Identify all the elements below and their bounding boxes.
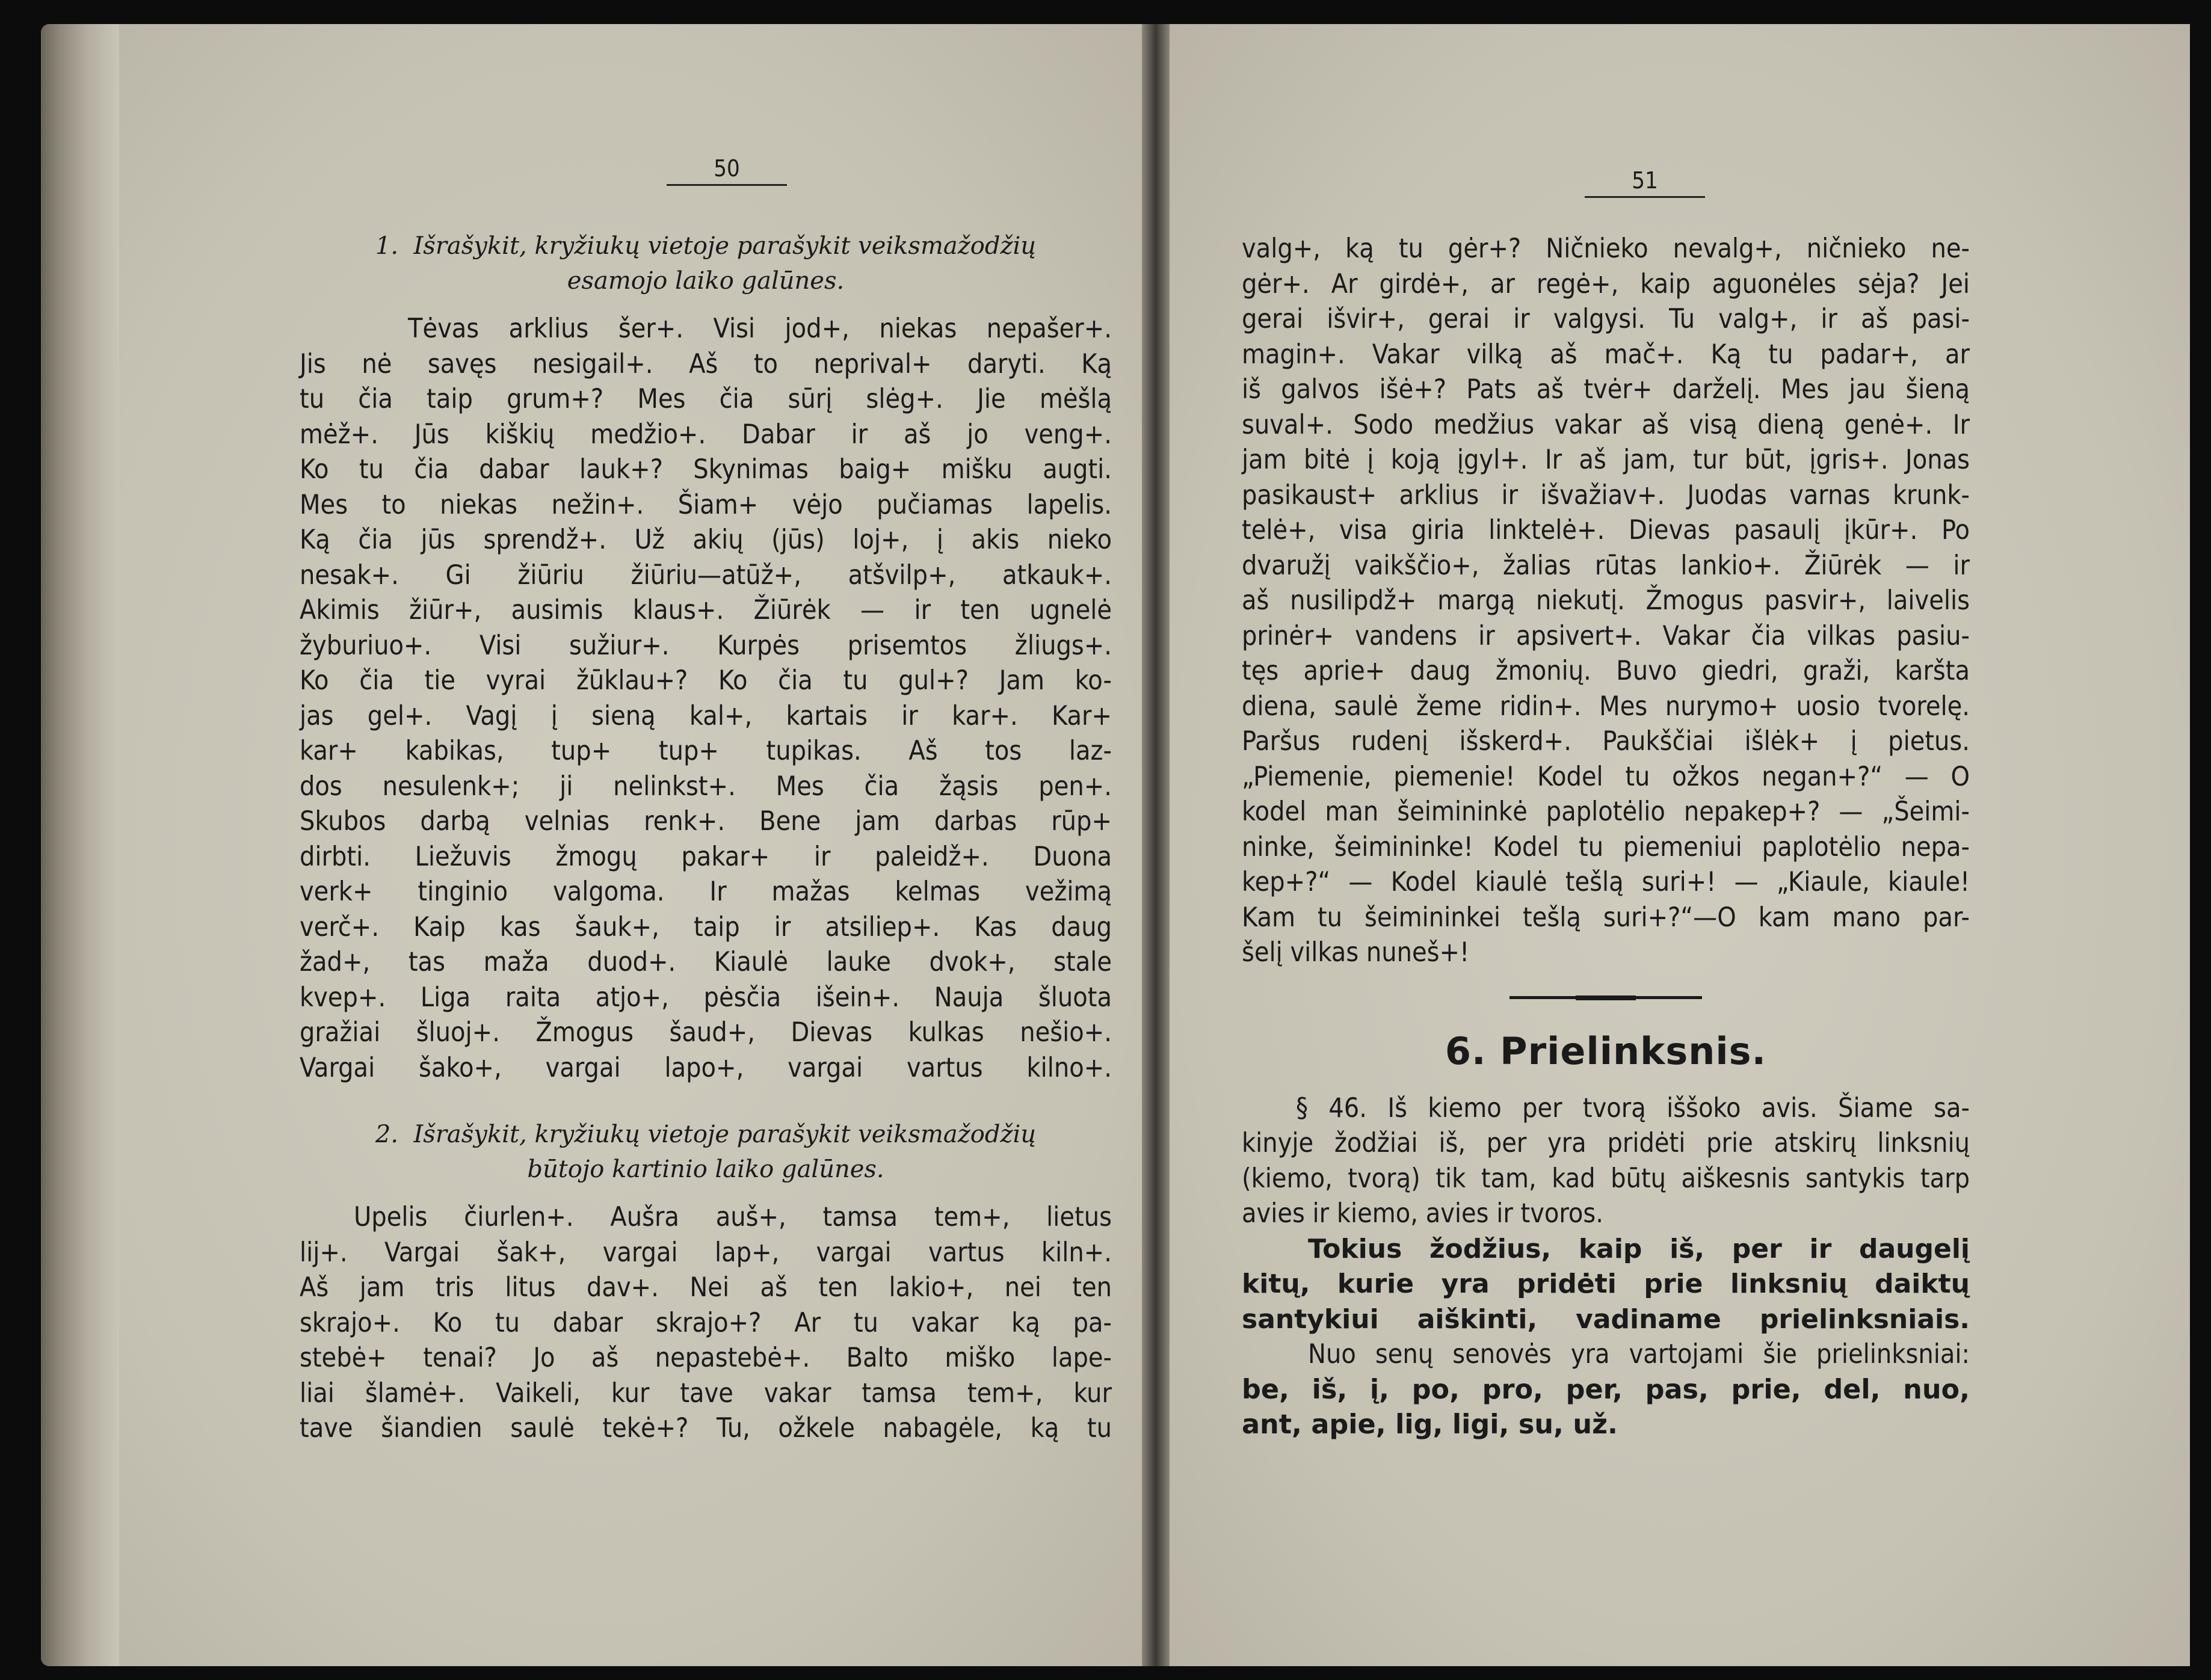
page-number-51: 51: [1585, 167, 1705, 198]
page-number-50: 50: [667, 155, 787, 186]
exercise-2-text: Upelis čiurlen+. Aušra auš+, tamsa tem+, lietus lij+. Vargai šak+, vargai lap+, vargai vartus kiln+. Aš jam tris litus dav+. Nei aš ten lakio+, nei ten skrajo+. Ko tu dabar skrajo+? Ar tu vakar ką pa- stebė+ tenai? Jo aš nepastebė+. Balto miško lape- liai šlamė+. Vaikeli, kur tave vakar tamsa tem+, kur tave šiandien saulė tekė+? Tu, ožkele nabagėle, ką tu: [300, 1202, 1112, 1444]
section-heading: 6. Prielinksnis.: [1445, 1029, 1767, 1073]
section-46-paragraph: § 46. Iš kiemo per tvorą iššoko avis. Šiame sa- kinyje žodžiai iš, per yra pridėti prie atskirų linksnių (kiemo, tvorą) tik tam, kad būtų aiškesnis santykis tarp avies ir kiemo, avies ir tvoros.: [1242, 1092, 1970, 1229]
left-page: [41, 24, 1142, 1666]
page-edge-shadow: [41, 24, 119, 1666]
right-column: [1242, 232, 1970, 1443]
section-divider: [1509, 996, 1702, 999]
exercise-1-instruction: 1. Išrašykit, kryžiukų vietoje parašykit veiksmažodžių esamojo laiko galūnes.: [375, 232, 1037, 295]
prepositions-list: Nuo senų senovės yra vartojami šie prielinksniai: be, iš, į, po, pro, per, pas, prie, del, nuo, ant, apie, lig, ligi, su, už.: [1242, 1339, 1970, 1440]
exercise-2-continuation: valg+, ką tu gėr+? Ničnieko nevalg+, ničnieko ne- gėr+. Ar girdė+, ar regė+, kaip aguonėles sėja? Jei gerai išvir+, gerai ir valgysi. Tu valg+, ir aš pasi- magin+. Vakar vilką aš mač+. Ką tu padar+, ar iš galvos išė+? Pats aš tvėr+ darželį. Mes jau šieną suval+. Sodo medžius vakar aš visą dieną genė+. Ir jam bitė į koją įgyl+. Ir aš jam, tur būt, įgris+. Jonas pasikaust+ arklius ir išvažiav+. Juodas varnas krunk- telė+, visa giria linktelė+. Dievas pasaulį įkūr+. Po dvaružį vaikščio+, žalias rūtas lankio+. Žiūrėk — ir aš nusilipdž+ margą niekutį. Žmogus pasvir+, laivelis prinėr+ vandens ir apsivert+. Vakar čia vilkas pasiu- tęs aprie+ daug žmonių. Buvo giedri, graži, karšta diena, saulė žeme ridin+. Mes nurymo+ uosio tvorelę. Paršus rudenį išskerd+. Paukščiai išlėk+ į pietus. „Piemenie, piemenie! Kodel tu ožkos negan+?“ — O kodel man šeimininkė paplotėlio nepakep+? — „Šeimi- ninke, šeimininke! Kodel tu piemeniui paplotėlio nepa- kep+?“ — Kodel kiaulė tešlą suri+! — „Kiaule, kiaule! Kam tu šeimininkei tešlą suri+?“—O kam mano par- šelį vilkas nuneš+!: [1242, 233, 1970, 968]
book-spread: [41, 24, 2190, 1666]
definition-rule: Tokius žodžius, kaip iš, per ir daugelį kitų, kurie yra pridėti prie linksnių daiktų santykiui aiškinti, vadiname prielinksniais.: [1242, 1233, 1970, 1335]
left-column: [300, 229, 1112, 1447]
exercise-2-instruction: 2. Išrašykit, kryžiukų vietoje parašykit veiksmažodžių būtojo kartinio laiko galūnes.: [375, 1121, 1037, 1183]
book-gutter: [1142, 24, 1170, 1666]
right-page: [1170, 24, 2190, 1666]
exercise-1-text: Tėvas arklius šer+. Visi jod+, niekas nepašer+. Jis nė savęs nesigail+. Aš to neprival+ daryti. Ką tu čia taip grum+? Mes čia sūrį slėg+. Jie mėšlą mėž+. Jūs kiškių medžio+. Dabar ir aš jo veng+. Ko tu čia dabar lauk+? Skynimas baig+ mišku augti. Mes to niekas nežin+. Šiam+ vėjo pučiamas lapelis. Ką čia jūs sprendž+. Už akių (jūs) loj+, į akis nieko nesak+. Gi žiūriu žiūriu—atūž+, atšvilp+, atkauk+. Akimis žiūr+, ausimis klaus+. Žiūrėk — ir ten ugnelė žyburiuo+. Visi sužiur+. Kurpės prisemtos žliugs+. Ko čia tie vyrai žūklau+? Ko čia tu gul+? Jam ko- jas gel+. Vagį į sieną kal+, kartais ir kar+. Kar+ kar+ kabikas, tup+ tup+ tupikas. Aš tos laz- dos nesulenk+; ji nelinkst+. Mes čia žąsis pen+. Skubos darbą velnias renk+. Bene jam darbas rūp+ dirbti. Liežuvis žmogų pakar+ ir paleidž+. Duona verk+ tinginio valgoma. Ir mažas kelmas vežimą verč+. Kaip kas šauk+, taip ir atsiliep+. Kas daug žad+, tas maža duod+. Kiaulė lauke dvok+, stale kvep+. Liga raita atjo+, pėsčia išein+. Nauja šluota gražiai šluoj+. Žmogus šaud+, Dievas kulkas nešio+. Vargai šako+, vargai lapo+, vargai vartus kilno+.: [300, 313, 1112, 1083]
